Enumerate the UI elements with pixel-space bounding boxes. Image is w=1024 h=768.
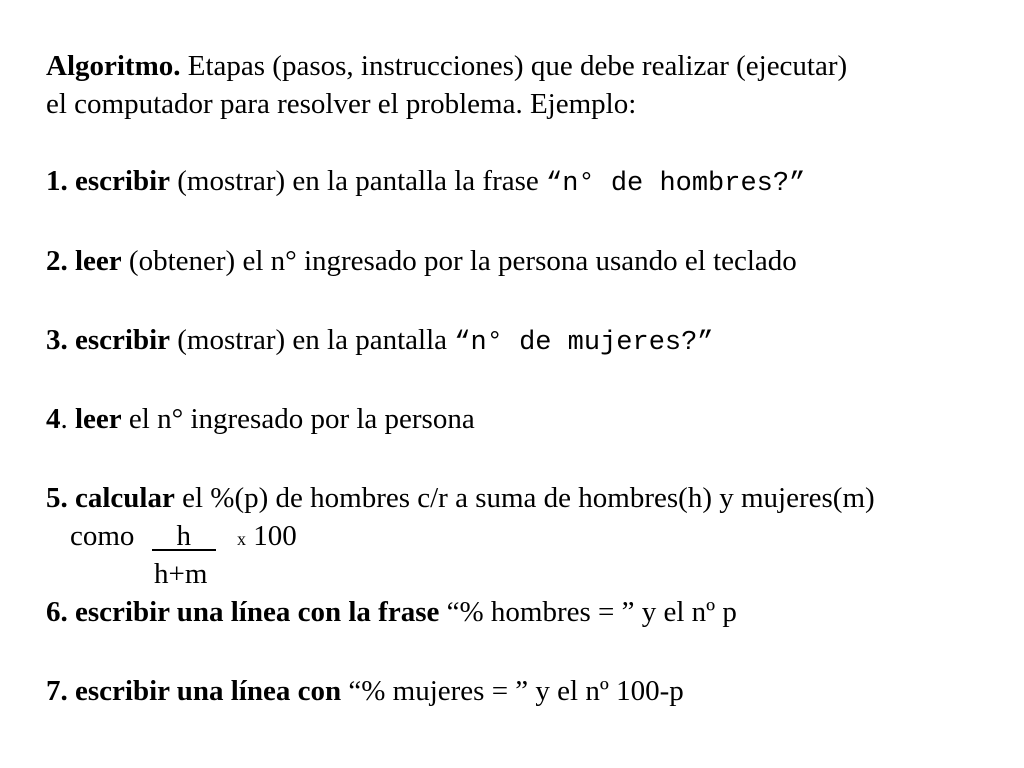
step-3-verb: escribir xyxy=(75,324,171,356)
step-3-text: (mostrar) en la pantalla xyxy=(170,324,455,356)
step-1-code: “n° de hombres?” xyxy=(546,169,806,199)
step-5 xyxy=(46,480,875,516)
step-3-code: “n° de mujeres?” xyxy=(454,328,714,358)
step-6-bold: 6. escribir una línea con la frase xyxy=(46,596,440,628)
step-5-number: 5. xyxy=(46,482,75,514)
step-4-dot: . xyxy=(60,403,75,435)
step-6 xyxy=(46,594,737,630)
step-1-number: 1. xyxy=(46,165,75,197)
formula-denominator: h+m xyxy=(154,558,208,590)
step-2-verb: leer xyxy=(75,245,122,277)
step-7-text: “% mujeres = ” y el nº 100-p xyxy=(341,675,684,707)
step-5-text: el %(p) de hombres c/r a suma de hombres(h) y mujeres(m) xyxy=(174,482,875,514)
step-4 xyxy=(46,401,475,437)
step-3-number: 3. xyxy=(46,324,75,356)
intro-line-2: el computador para resolver el problema. Ejemplo: xyxy=(46,88,637,120)
formula-numerator: h xyxy=(152,523,216,551)
intro-line-1 xyxy=(46,48,847,84)
step-7 xyxy=(46,673,684,709)
step-4-verb: leer xyxy=(75,403,122,435)
step-1 xyxy=(46,163,805,202)
step-2-number: 2. xyxy=(46,245,75,277)
step-2 xyxy=(46,243,797,279)
step-5-verb: calcular xyxy=(75,482,175,514)
step-7-bold: 7. escribir una línea con xyxy=(46,675,342,707)
step-2-text: (obtener) el n° ingresado por la persona usando el teclado xyxy=(121,245,797,277)
step-3 xyxy=(46,322,714,361)
formula-times: x xyxy=(236,529,246,549)
formula-hundred: 100 xyxy=(253,520,297,552)
step-5-formula xyxy=(70,518,297,557)
step-6-text: “% hombres = ” y el nº p xyxy=(439,596,737,628)
step-1-verb: escribir xyxy=(75,165,171,197)
formula-como: como xyxy=(70,520,135,552)
step-4-text: el n° ingresado por la persona xyxy=(121,403,475,435)
step-4-number: 4 xyxy=(46,403,61,435)
step-1-text: (mostrar) en la pantalla la frase xyxy=(170,165,547,197)
algorithm-title: Algoritmo. xyxy=(46,50,181,82)
intro-text-1: Etapas (pasos, instrucciones) que debe realizar (ejecutar) xyxy=(180,50,848,82)
